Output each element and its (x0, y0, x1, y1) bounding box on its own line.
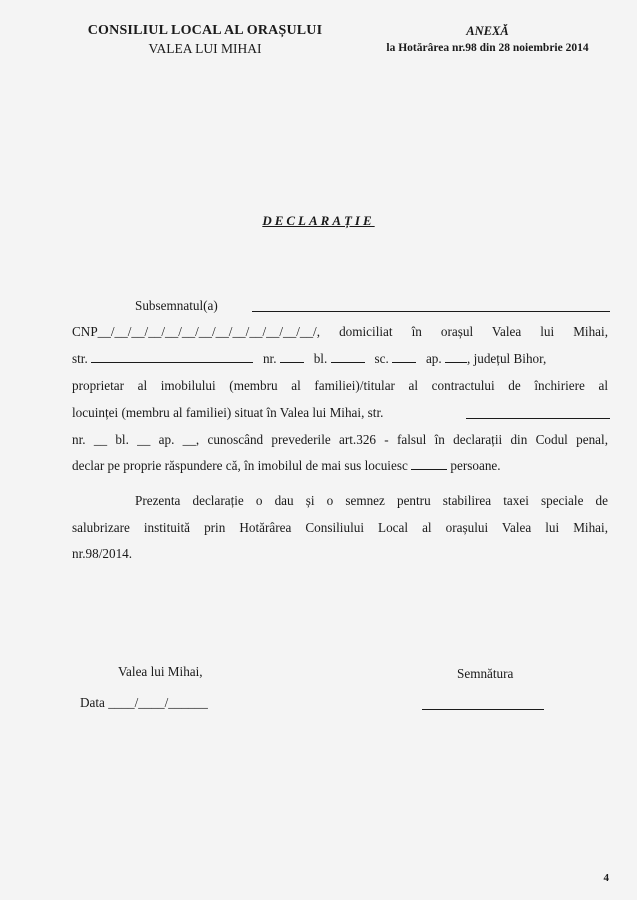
cnp-line (72, 324, 608, 340)
legal-line (72, 432, 608, 448)
location-street-field[interactable] (466, 417, 610, 419)
annex-header (355, 22, 620, 57)
location-text: locuinței (membru al familiei) situat în Valea lui Mihai, str. (72, 405, 384, 420)
county-text: , județul Bihor, (466, 351, 547, 366)
annex-label: ANEXĂ (466, 24, 509, 38)
ap-label: ap. (425, 351, 442, 366)
cnp-blanks[interactable]: __/__/__/__/__/__/__/__/__/__/__/__/__/ (97, 324, 317, 339)
declare-text: declar pe proprie răspundere că, în imobilul de mai sus locuiesc (72, 458, 408, 473)
nr-label: nr. (262, 351, 277, 366)
legal-text: cunoscând prevederile art.326 - falsul în declarații din Codul penal, (207, 432, 608, 447)
purpose-line-3: nr.98/2014. (72, 546, 133, 561)
name-field-line[interactable] (252, 310, 610, 312)
address-line (72, 351, 608, 367)
purpose-line-1: Prezenta declarație o dau și o semnez pentru stabilirea taxei speciale de (135, 493, 608, 508)
persons-count-field[interactable] (411, 458, 447, 470)
address-numbers[interactable]: nr. __ bl. __ ap. __, (72, 432, 200, 447)
page-number: 4 (603, 872, 609, 884)
date-field[interactable]: ____/____/______ (108, 695, 208, 710)
str-label: str. (72, 351, 88, 366)
signature-label: Semnătura (457, 666, 514, 681)
date-line (80, 695, 208, 711)
block-field[interactable] (331, 351, 365, 363)
issuer-line-2: VALEA LUI MIHAI (148, 41, 262, 56)
persons-label: persoane. (450, 458, 501, 473)
date-label: Data (80, 695, 105, 710)
subsemnatul-label: Subsemnatul(a) (135, 298, 218, 313)
signature-field[interactable] (422, 708, 544, 710)
purpose-line-2: salubrizare instituită prin Hotărârea Consiliului Local al orașului Valea lui Mihai, (72, 520, 608, 535)
cnp-tail: , domiciliat în orașul Valea lui Mihai, (316, 324, 608, 339)
bl-label: bl. (313, 351, 328, 366)
place-label: Valea lui Mihai, (118, 664, 203, 679)
stair-field[interactable] (392, 351, 416, 363)
apartment-field[interactable] (445, 351, 467, 363)
location-line (72, 405, 383, 421)
declare-line (72, 458, 501, 474)
street-field[interactable] (91, 351, 253, 363)
issuer-header (60, 22, 350, 57)
name-line (135, 298, 218, 314)
cnp-label: CNP (72, 324, 98, 339)
issuer-line-1: CONSILIUL LOCAL AL ORAȘULUI (87, 23, 323, 38)
annex-reference: la Hotărârea nr.98 din 28 noiembrie 2014 (386, 42, 589, 54)
document-title: DECLARAȚIE (262, 213, 375, 228)
sc-label: sc. (374, 351, 389, 366)
owner-line: proprietar al imobilului (membru al familiei)/titular al contractului de închiriere al (72, 378, 608, 393)
number-field[interactable] (280, 351, 304, 363)
